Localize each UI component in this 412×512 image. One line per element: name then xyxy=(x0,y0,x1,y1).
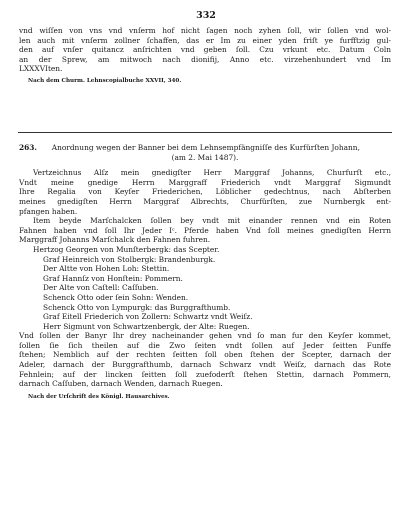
text-line: pfangen haben. xyxy=(19,206,78,216)
text-line: vnd wiſſen von vns vnd vnſerm hof nicht ſagen noch zyhen ſoll, wir ſollen vnd wol- xyxy=(19,26,391,35)
document-date: (am 2. Mai 1487). xyxy=(171,152,239,162)
text-line: Vertzeichnus Alſz mein gnedigſter Herr Marggraf Johanns, Churfurſt etc., xyxy=(33,168,391,178)
source-note: Nach der Urſchrift des Königl. Hausarchives. xyxy=(28,393,170,400)
page-number: 332 xyxy=(196,10,216,21)
text-line: len auch mit vnſerm zollner ſchaffen, das er Im zu einer yden friſt ye furfftzig gul- xyxy=(19,35,391,45)
document-heading xyxy=(19,143,391,153)
bearer-item: Herr Sigmunt von Schwartzenbergk, der Alte: Ruegen. xyxy=(43,321,250,331)
bearer-item: Schenck Otto von Lympurgk: das Burggrafthumb. xyxy=(43,302,231,312)
text-line: Item beyde Marſchalcken ſollen bey vndt mit einander rennen vnd ein Roten xyxy=(33,216,391,226)
document-263 xyxy=(19,143,391,401)
bearer-item: Hertzog Georgen von Munſterbergk: das Scepter. xyxy=(33,244,220,254)
source-note: Nach dem Churm. Lehnscopialbuche XXVII, 340. xyxy=(28,77,182,84)
document-title: Anordnung wegen der Banner bei dem Lehnsempfängniſſe des Kurfürſten Johann, xyxy=(51,143,360,152)
text-line: Adeler, darnach der Burggrafthumb, darnach Schwarz vndt Weiſz, darnach das Rote xyxy=(19,360,391,370)
text-line: darnach Caſſuben, darnach Wenden, darnach Ruegen. xyxy=(19,379,223,389)
text-line: an der Sprew, am mitwoch nach dionifij, Anno etc. virzehenhundert vnd Im xyxy=(19,54,391,64)
text-line: Vnd ſollen der Banyr Ihr drey nacheinander gehen vnd ſo man fur den Keyſer kommet, xyxy=(19,331,391,341)
text-line: Fehnlein; auf der lincken ſeitten ſoll zuefoderſt ſtehen Stettin, darnach Pommern, xyxy=(19,369,391,379)
text-line: Marggraff Johanns Marſchalck den Fahnen fuhren. xyxy=(19,235,211,245)
bearer-item: Der Alte von Caſtell: Caſſuben. xyxy=(43,283,159,293)
bearer-item: Graf Hannſz von Honſtein: Pommern. xyxy=(43,273,183,283)
text-line: meines gnedigſten Herrn Marggraf Albrechts, Churfürſten, zue Nurnbergk ent- xyxy=(19,196,391,206)
text-line: LXXXVIten. xyxy=(19,64,63,74)
bearer-item: Schenck Otto oder ſein Sohn: Wenden. xyxy=(43,292,189,302)
text-line: Vndt meine gnedige Herrn Marggraff Friederich vndt Marggraf Sigmundt xyxy=(19,177,391,187)
text-line: den auf vnſer quitancz anſrichten vnd geben ſoll. Czu vrkunt etc. Datum Coln xyxy=(19,45,391,55)
bearer-item: Graf Heinreich von Stolbergk: Brandenburgk. xyxy=(43,254,216,264)
bearer-item: Der Altte von Hohen Loh: Stettin. xyxy=(43,264,170,274)
text-line: Fahnen haben vnd ſoll Ihr Jeder Iᶜ. Pferde haben Vnd ſoll meines gnedigſten Herrn xyxy=(19,225,391,235)
text-line: ſollen ſie ſich theilen auf die Zwo ſeiten vndt ſollen auf Jeder ſeitten Funffe xyxy=(19,340,391,350)
bearer-item: Graf Eitell Friederich von Zollern: Schwartz vndt Weiſz. xyxy=(43,312,253,322)
document-number: 263. xyxy=(19,143,38,152)
previous-document-text xyxy=(19,26,391,85)
text-line: ſtehen; Nemblich auf der rechten ſeitten ſoll oben ſtehen der Scepter, darnach der xyxy=(19,350,391,360)
text-line: Ihre Regalia von Keyſer Friederichen, Löblicher gedechtnus, nach Abſterben xyxy=(19,187,391,197)
section-divider xyxy=(18,132,392,133)
